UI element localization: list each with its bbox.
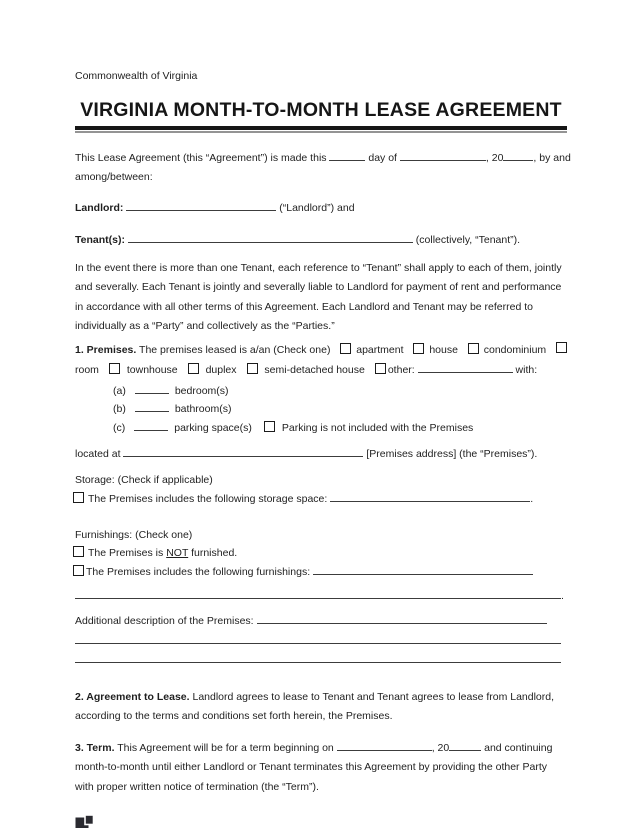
option-house bbox=[413, 340, 458, 360]
other-type-blank[interactable] bbox=[418, 360, 513, 373]
agreement-heading: 2. Agreement to Lease. bbox=[75, 690, 190, 703]
term-text-3: and continuing bbox=[481, 741, 553, 754]
landlord-name-blank[interactable] bbox=[126, 198, 276, 211]
intro-line-2: among/between: bbox=[75, 170, 153, 183]
premises-detail-list bbox=[75, 381, 567, 437]
storage-option-text: The Premises includes the following storage space: bbox=[88, 493, 331, 505]
legal-templates-logo-icon bbox=[75, 814, 95, 828]
checkbox-no-parking[interactable] bbox=[264, 421, 275, 432]
option-apartment bbox=[340, 340, 403, 360]
premises-heading: 1. Premises. bbox=[75, 343, 137, 356]
day-blank[interactable] bbox=[329, 148, 365, 161]
intro-line-1 bbox=[75, 148, 571, 168]
storage-label: Storage: (Check if applicable) bbox=[75, 474, 213, 486]
agreement-text-1: Landlord agrees to lease to Tenant and Tenant agrees to lease from Landlord, bbox=[189, 690, 555, 703]
storage-space-blank[interactable] bbox=[330, 489, 530, 502]
year-blank[interactable] bbox=[503, 148, 533, 161]
landlord-line bbox=[75, 198, 567, 218]
intro-text-4: , by and bbox=[533, 151, 571, 164]
furnishings-option-1-pre: The Premises is bbox=[88, 546, 167, 559]
item-a-label: bedroom(s) bbox=[174, 384, 229, 397]
storage-option-line bbox=[75, 489, 567, 508]
term-paragraph bbox=[75, 738, 567, 798]
item-c-number: (c) bbox=[113, 421, 126, 434]
additional-description-blank-1[interactable] bbox=[257, 611, 547, 624]
document-title: VIRGINIA MONTH-TO-MONTH LEASE AGREEMENT bbox=[80, 99, 562, 121]
option-semi-detached-label: semi-detached house bbox=[261, 363, 365, 376]
checkbox-not-furnished[interactable] bbox=[73, 546, 84, 557]
checkbox-semi-detached-house[interactable] bbox=[247, 363, 258, 374]
located-at-after-text: [Premises address] (the “Premises”). bbox=[363, 448, 538, 460]
option-townhouse-label: townhouse bbox=[123, 363, 178, 376]
title-rule bbox=[75, 126, 567, 130]
option-duplex-label: duplex bbox=[202, 363, 237, 376]
tenant-line bbox=[75, 230, 567, 250]
intro-text-1: This Lease Agreement (this “Agreement”) is made this bbox=[75, 151, 330, 164]
furnishings-option-1 bbox=[75, 545, 567, 563]
additional-description-label: Additional description of the Premises: bbox=[75, 615, 257, 627]
title-rule-shadow bbox=[75, 131, 567, 133]
additional-description-blank-2[interactable] bbox=[75, 631, 561, 644]
parking-note: Parking is not included with the Premises bbox=[281, 421, 474, 434]
additional-description-row bbox=[75, 631, 567, 651]
option-apartment-label: apartment bbox=[356, 343, 404, 356]
furnishings-label: Furnishings: (Check one) bbox=[75, 529, 193, 541]
landlord-label: Landlord: bbox=[75, 201, 127, 214]
storage-period: . bbox=[530, 493, 534, 505]
premises-lead-text: The premises leased is a/an (Check one) bbox=[136, 343, 331, 356]
paragraph-line: and severally. Each Tenant is jointly and severally liable to Landlord for payment of rent and performance bbox=[75, 281, 562, 293]
furnishings-option-2-text: The Premises includes the following furnishings: bbox=[86, 566, 314, 578]
item-b-number: (b) bbox=[113, 403, 126, 415]
furnishings-option-2 bbox=[75, 562, 567, 582]
term-line-1 bbox=[75, 738, 567, 759]
parking-line bbox=[75, 418, 567, 437]
premises-options-line-2 bbox=[75, 360, 567, 380]
document-content bbox=[75, 0, 571, 828]
option-room-label: room bbox=[75, 363, 99, 376]
checkbox-storage[interactable] bbox=[73, 492, 84, 503]
furnishings-continuation-period: . bbox=[561, 589, 564, 602]
legal-templates-logo bbox=[75, 814, 95, 828]
multi-tenant-paragraph bbox=[75, 259, 567, 337]
located-at-line bbox=[75, 444, 567, 464]
state-label: Commonwealth of Virginia bbox=[75, 70, 198, 82]
additional-description-row bbox=[75, 650, 567, 670]
term-heading: 3. Term. bbox=[75, 741, 115, 754]
bedrooms-line bbox=[75, 381, 567, 400]
not-emphasis: NOT bbox=[166, 546, 189, 559]
parking-count-blank[interactable] bbox=[134, 418, 168, 431]
furnishings-continued-blank[interactable] bbox=[75, 586, 561, 599]
bedrooms-count-blank[interactable] bbox=[135, 381, 169, 394]
term-text-1: This Agreement will be for a term beginning on bbox=[114, 741, 337, 754]
checkbox-condominium[interactable] bbox=[468, 343, 479, 354]
paragraph-line: individually as a “Party” and collectively as the “Parties.” bbox=[75, 320, 335, 332]
located-at-label: located at bbox=[75, 448, 124, 460]
term-line-3: with proper written notice of termination (the “Term”). bbox=[75, 780, 319, 793]
additional-description-blank-3[interactable] bbox=[75, 650, 561, 663]
agreement-to-lease-paragraph bbox=[75, 688, 567, 727]
furnishings-list-blank[interactable] bbox=[313, 562, 533, 575]
premises-address-blank[interactable] bbox=[123, 444, 363, 457]
agreement-line-2: according to the terms and conditions set forth herein, the Premises. bbox=[75, 710, 393, 722]
bathrooms-line bbox=[75, 399, 567, 418]
term-line-2: month-to-month until either Landlord or Tenant terminates this Agreement by providing the other Party bbox=[75, 761, 547, 773]
month-blank[interactable] bbox=[400, 148, 486, 161]
furnishings-option-1-post: furnished. bbox=[188, 546, 238, 559]
checkbox-room[interactable] bbox=[556, 342, 567, 353]
landlord-after-text: (“Landlord”) and bbox=[276, 201, 355, 214]
premises-lead bbox=[75, 340, 330, 360]
option-house-label: house bbox=[429, 343, 458, 356]
term-year-blank[interactable] bbox=[449, 738, 481, 751]
term-start-date-blank[interactable] bbox=[337, 738, 432, 751]
checkbox-other[interactable] bbox=[375, 363, 386, 374]
checkbox-house[interactable] bbox=[413, 343, 424, 354]
item-b-label: bathroom(s) bbox=[174, 403, 232, 415]
intro-text-2: day of bbox=[365, 151, 400, 164]
paragraph-line: In the event there is more than one Tenant, each reference to “Tenant” shall apply to each of them, jointly bbox=[75, 261, 562, 274]
checkbox-duplex[interactable] bbox=[188, 363, 199, 374]
with-label: with: bbox=[512, 363, 538, 376]
term-text-2: , 20 bbox=[431, 741, 450, 754]
option-condominium-label: condominium bbox=[483, 343, 547, 356]
agreement-line-1 bbox=[75, 688, 567, 708]
bathrooms-count-blank[interactable] bbox=[135, 399, 169, 412]
furnishings-continuation-line bbox=[75, 586, 567, 606]
tenant-after-text: (collectively, “Tenant”). bbox=[412, 233, 521, 246]
checkbox-townhouse[interactable] bbox=[109, 363, 120, 374]
option-other-label: other: bbox=[387, 363, 418, 376]
intro-text-3: , 20 bbox=[485, 151, 504, 164]
tenant-label: Tenant(s): bbox=[75, 233, 128, 246]
option-condominium bbox=[468, 340, 546, 360]
checkbox-apartment[interactable] bbox=[340, 343, 351, 354]
tenant-name-blank[interactable] bbox=[128, 230, 413, 243]
item-a-number: (a) bbox=[113, 384, 126, 397]
item-c-label: parking space(s) bbox=[174, 421, 252, 434]
checkbox-furnished[interactable] bbox=[73, 565, 84, 576]
premises-options-line-1 bbox=[75, 340, 567, 360]
additional-description-line bbox=[75, 611, 567, 631]
paragraph-line: in accordance with all other terms of this Agreement. Each Landlord and Tenant may be referred to bbox=[75, 300, 533, 313]
